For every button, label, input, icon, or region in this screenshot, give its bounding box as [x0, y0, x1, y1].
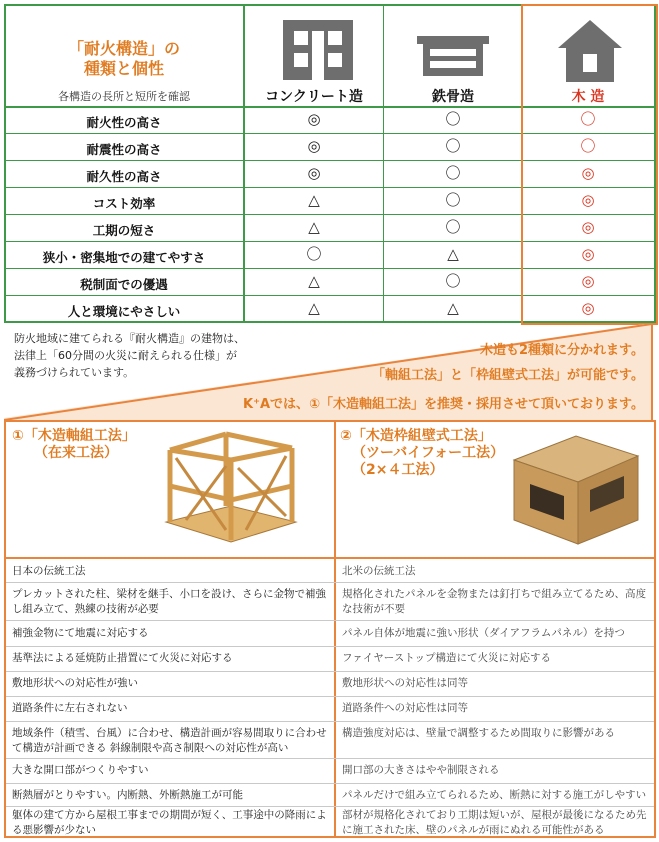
note-line: 法律上「60分間の火災に耐えられる仕様」が [14, 349, 237, 362]
method-cell-right: 開口部の大きさはやや制限される [342, 764, 500, 776]
timber-frame-model [156, 430, 306, 548]
concrete-mark: △ [308, 191, 320, 209]
concrete-building-icon [283, 20, 353, 80]
row-label: 狭小・密集地での建てやすさ [42, 250, 206, 265]
method-cell-left: 断熱層がとりやすい。内断熱、外断熱施工が可能 [12, 789, 243, 801]
row-label: 耐火性の高さ [86, 115, 162, 130]
method-cell-right: 規格化されたパネルを金物または釘打ちで組み立てるため、高度な技術が不要 [342, 588, 646, 615]
concrete-mark: △ [308, 218, 320, 236]
method-cell-right: 敷地形状への対応性は同等 [342, 677, 468, 689]
method-cell-right: 構造強度対応は、壁量で調整するため間取りに影響がある [342, 727, 615, 739]
wood-mark: ◎ [581, 164, 595, 182]
method-right-header [340, 428, 504, 479]
row-label: 工期の短さ [92, 223, 156, 238]
table-title-line1: 「耐火構造」の [67, 39, 180, 58]
method-cell-left: 地域条件（積雪、台風）に合わせ、構造計画が容易間取りに合わせて構造が計画できる 斜線制限や高さ制限への対応性が高い [12, 727, 327, 754]
table-title-line2: 種類と個性 [83, 59, 164, 78]
wood-mark: ◎ [581, 299, 595, 317]
column-label-wood: 木 造 [571, 89, 605, 105]
wood-types-note-line1: 木造も2種類に分かれます。 [479, 343, 644, 358]
steel-mark: 〇 [445, 272, 461, 290]
row-label: 人と環境にやさしい [67, 304, 181, 319]
method-cell-left: 補強金物にて地震に対応する [12, 627, 149, 639]
wood-mark: ◎ [581, 218, 595, 236]
method-right-subtitle-alt: （2×４工法） [352, 462, 444, 478]
method-cell-left: 大きな開口部がつくりやすい [12, 764, 149, 776]
concrete-mark: ◎ [307, 137, 321, 155]
method-left-header [12, 428, 136, 462]
method-cell-right: 道路条件への対応性は同等 [342, 702, 468, 714]
steel-frame-icon [417, 36, 489, 76]
wood-mark: 〇 [580, 110, 596, 128]
row-label: 耐久性の高さ [86, 169, 162, 184]
concrete-mark: △ [308, 272, 320, 290]
concrete-mark: 〇 [306, 245, 322, 263]
method-cell-left: 敷地形状への対応性が強い [12, 677, 138, 689]
concrete-mark: ◎ [307, 110, 321, 128]
steel-mark: 〇 [445, 218, 461, 236]
method-right-title: ②「木造枠組壁式工法」 [340, 428, 492, 444]
recommendation-note: K⁺Aでは、①「木造軸組工法」を推奨・採用させて頂いております。 [243, 397, 644, 412]
method-cell-left: 日本の伝統工法 [12, 565, 86, 577]
note-line: 義務づけられています。 [14, 366, 135, 379]
row-label: 税制面での優遇 [80, 277, 168, 292]
wood-mark: ◎ [581, 245, 595, 263]
concrete-mark: ◎ [307, 164, 321, 182]
method-cell-right: 北米の伝統工法 [342, 565, 416, 577]
method-cell-right: パネルだけで組み立てられるため、断熱に対する施工がしやすい [342, 789, 647, 801]
method-left-title: ①「木造軸組工法」 [12, 428, 136, 444]
steel-mark: 〇 [445, 110, 461, 128]
concrete-mark: △ [308, 299, 320, 317]
method-right-subtitle: （ツーバイフォー工法） [352, 445, 505, 461]
row-label: 耐震性の高さ [86, 142, 162, 157]
table-hint: 各構造の長所と短所を確認 [58, 90, 190, 103]
wood-types-note-line2: 「軸組工法」と「枠組壁式工法」が可能です。 [372, 368, 644, 383]
method-cell-left: プレカットされた柱、梁材を継手、小口を設け、さらに金物で補強し組み立て、熟練の技術が必要 [12, 588, 327, 615]
steel-mark: △ [447, 299, 459, 317]
steel-mark: 〇 [445, 191, 461, 209]
steel-mark: 〇 [445, 137, 461, 155]
wood-mark: ◎ [581, 191, 595, 209]
note-line: 防火地域に建てられる『耐火構造』の建物は、 [14, 332, 245, 345]
column-label-concrete: コンクリート造 [265, 89, 363, 105]
column-label-steel: 鉄骨造 [432, 89, 474, 105]
method-cell-right: ファイヤーストップ構造にて火災に対応する [342, 652, 551, 664]
method-cell-left: 躯体の建て方から屋根工事までの期間が短く、工事途中の降雨による悪影響が少ない [12, 809, 327, 836]
steel-mark: 〇 [445, 164, 461, 182]
methods-table [4, 420, 656, 838]
method-left-subtitle: （在来工法） [34, 445, 118, 461]
method-cell-right: パネル自体が地震に強い形状（ダイアフラムパネル）を持つ [342, 627, 625, 639]
steel-mark: △ [447, 245, 459, 263]
wood-mark: ◎ [581, 272, 595, 290]
method-cell-left: 道路条件に左右されない [12, 702, 128, 714]
comparison-table [4, 4, 656, 323]
method-cell-right: 部材が規格化されており工期は短いが、屋根が最後になるため先に施工された床、壁のパネルが雨にぬれる可能性がある [342, 809, 647, 836]
method-cell-left: 基準法による延焼防止措置にて火災に対応する [12, 652, 233, 664]
panel-box-model [506, 432, 646, 547]
wood-mark: 〇 [580, 137, 596, 155]
row-label: コスト効率 [92, 196, 156, 211]
